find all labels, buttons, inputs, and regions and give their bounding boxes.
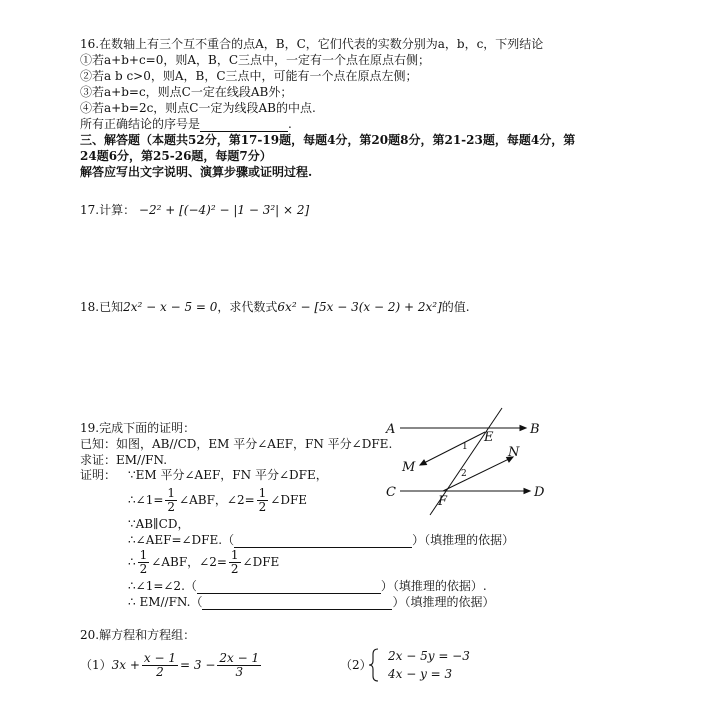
q19-figure (380, 405, 550, 520)
q20-p2-brace (368, 648, 380, 682)
q16-choice-1: ①若a+b+c=0，则A，B，C三点中，一定有一个点在原点右侧； (80, 53, 431, 67)
q18-expression: 6x² − [5x − 3(x − 2) + 2x²] (277, 300, 442, 314)
q19-half-num-4: 1 (230, 548, 239, 562)
q19-half-fraction (165, 487, 177, 514)
q19-proof-label: 证明： (80, 468, 117, 482)
q19-step-5 (128, 548, 279, 576)
q19-step-6 (128, 578, 487, 594)
q20-p1-frac-2 (217, 652, 261, 679)
section3-title-2: 24题6分，第25-26题，每题7分） (80, 149, 272, 163)
q19-step-5c: ∠DFE (242, 555, 280, 569)
label-n: N (508, 445, 520, 460)
q17-label: 17.计算： (80, 203, 136, 217)
angle-2-label: 2 (461, 469, 467, 479)
label-m: M (402, 460, 416, 475)
q19-step-1: ∵EM 平分∠AEF，FN 平分∠DFE， (128, 468, 328, 482)
q19-step-6-text: ∴∠1=∠2.（ (128, 579, 197, 593)
q19-step-4-text: ∴∠AEF=∠DFE.（ (128, 533, 235, 547)
q19-step-6-tail: ）（填推理的依据）. (380, 579, 487, 593)
q16-stem: 16.在数轴上有三个互不重合的点A，B，C，它们代表的实数分别为a，b，c，下列结论 (80, 37, 544, 51)
q20-p1-frac-1-num: x − 1 (143, 651, 177, 665)
q17-expression: −2² + [(−4)² − |1 − 3²| × 2] (138, 203, 310, 217)
q19-step-2a: ∴∠1= (128, 493, 164, 507)
q20-title: 20.解方程和方程组： (80, 628, 196, 642)
q18-mid: ，求代数式 (217, 300, 278, 314)
q20-p1-frac-1 (142, 652, 178, 679)
q16-choice-3: ③若a+b=c，则点C一定在线段AB外； (80, 85, 293, 99)
q19-step-7-text: ∴ EM//FN.（ (128, 595, 203, 609)
q19-blank-3[interactable] (202, 597, 392, 610)
ray-fn (443, 457, 513, 491)
q19-half-den-3: 2 (139, 562, 148, 576)
q19-blank-1[interactable] (234, 535, 412, 548)
q19-half-den: 2 (167, 500, 176, 514)
q20-p1-mid: = 3 − (180, 658, 216, 672)
angle-1-label: 1 (462, 442, 468, 452)
q19-half-num: 1 (167, 486, 176, 500)
q19-half-den-2: 2 (258, 500, 267, 514)
q19-half-den-4: 2 (230, 562, 239, 576)
q16-answer-line: 所有正确结论的序号是 . (80, 117, 292, 131)
q20-p1-frac-2-num: 2x − 1 (219, 651, 260, 665)
q19-step-2 (128, 486, 307, 514)
q16-answer-prompt: 所有正确结论的序号是 (80, 117, 201, 131)
q20-p1-frac-1-den: 2 (156, 665, 164, 679)
q19-step-4 (128, 532, 514, 548)
q20-p1-label: （1） (80, 658, 112, 672)
q19-half-num-3: 1 (139, 548, 148, 562)
q19-step-5b: ∠ABF，∠2= (151, 555, 227, 569)
label-c: C (386, 485, 396, 500)
q16-choice-4: ④若a+b=2c，则点C一定为线段AB的中点. (80, 101, 316, 115)
q19-step-5a: ∴ (128, 555, 136, 569)
q19-step-2c: ∠DFE (270, 493, 308, 507)
q18-line (80, 299, 470, 315)
q19-blank-2[interactable] (197, 581, 381, 594)
q18-prefix: 18.已知 (80, 300, 124, 314)
label-e: E (484, 430, 494, 445)
q19-half-fraction-4 (229, 549, 241, 576)
q19-prove: 求证：EM//FN. (80, 453, 168, 467)
label-d: D (534, 485, 545, 500)
q20-p2-label: （2） (340, 658, 372, 672)
q16-answer-blank[interactable] (200, 119, 288, 132)
q20-p1-frac-2-den: 3 (235, 665, 244, 679)
section3-note: 解答应写出文字说明、演算步骤或证明过程. (80, 165, 313, 179)
section3-title-1: 三、解答题（本题共52分，第17-19题，每题4分，第20题8分，第21-23题，每题4分，第 (80, 133, 576, 147)
label-f: F (438, 494, 448, 509)
q20-part-1 (80, 650, 263, 680)
label-a: A (386, 422, 396, 437)
q19-half-num-2: 1 (258, 486, 267, 500)
q19-half-fraction-3 (138, 549, 150, 576)
q20-p1-lhs: 3x + (111, 658, 140, 672)
q19-title: 19.完成下面的证明： (80, 421, 196, 435)
q19-step-7-tail: ）（填推理的依据） (392, 595, 495, 609)
q19-half-fraction-2 (257, 487, 269, 514)
q19-step-4-tail: ）（填推理的依据） (412, 533, 515, 547)
q18-given: 2x² − x − 5 = 0 (123, 300, 218, 314)
q17-line (80, 202, 309, 218)
q19-step-3: ∵AB∥CD， (128, 517, 190, 531)
q16-choice-2: ②若a b c>0，则A，B，C三点中，可能有一个点在原点左侧； (80, 69, 418, 83)
q20-p2-eq-2: 4x − y = 3 (388, 667, 453, 681)
q19-step-2b: ∠ABF，∠2= (179, 493, 255, 507)
q19-step-7 (128, 594, 494, 610)
label-b: B (530, 422, 540, 437)
q20-p2-eq-1: 2x − 5y = −3 (388, 649, 470, 663)
q19-given: 已知：如图，AB//CD，EM 平分∠AEF，FN 平分∠DFE. (80, 437, 393, 451)
q18-suffix: 的值. (441, 300, 470, 314)
